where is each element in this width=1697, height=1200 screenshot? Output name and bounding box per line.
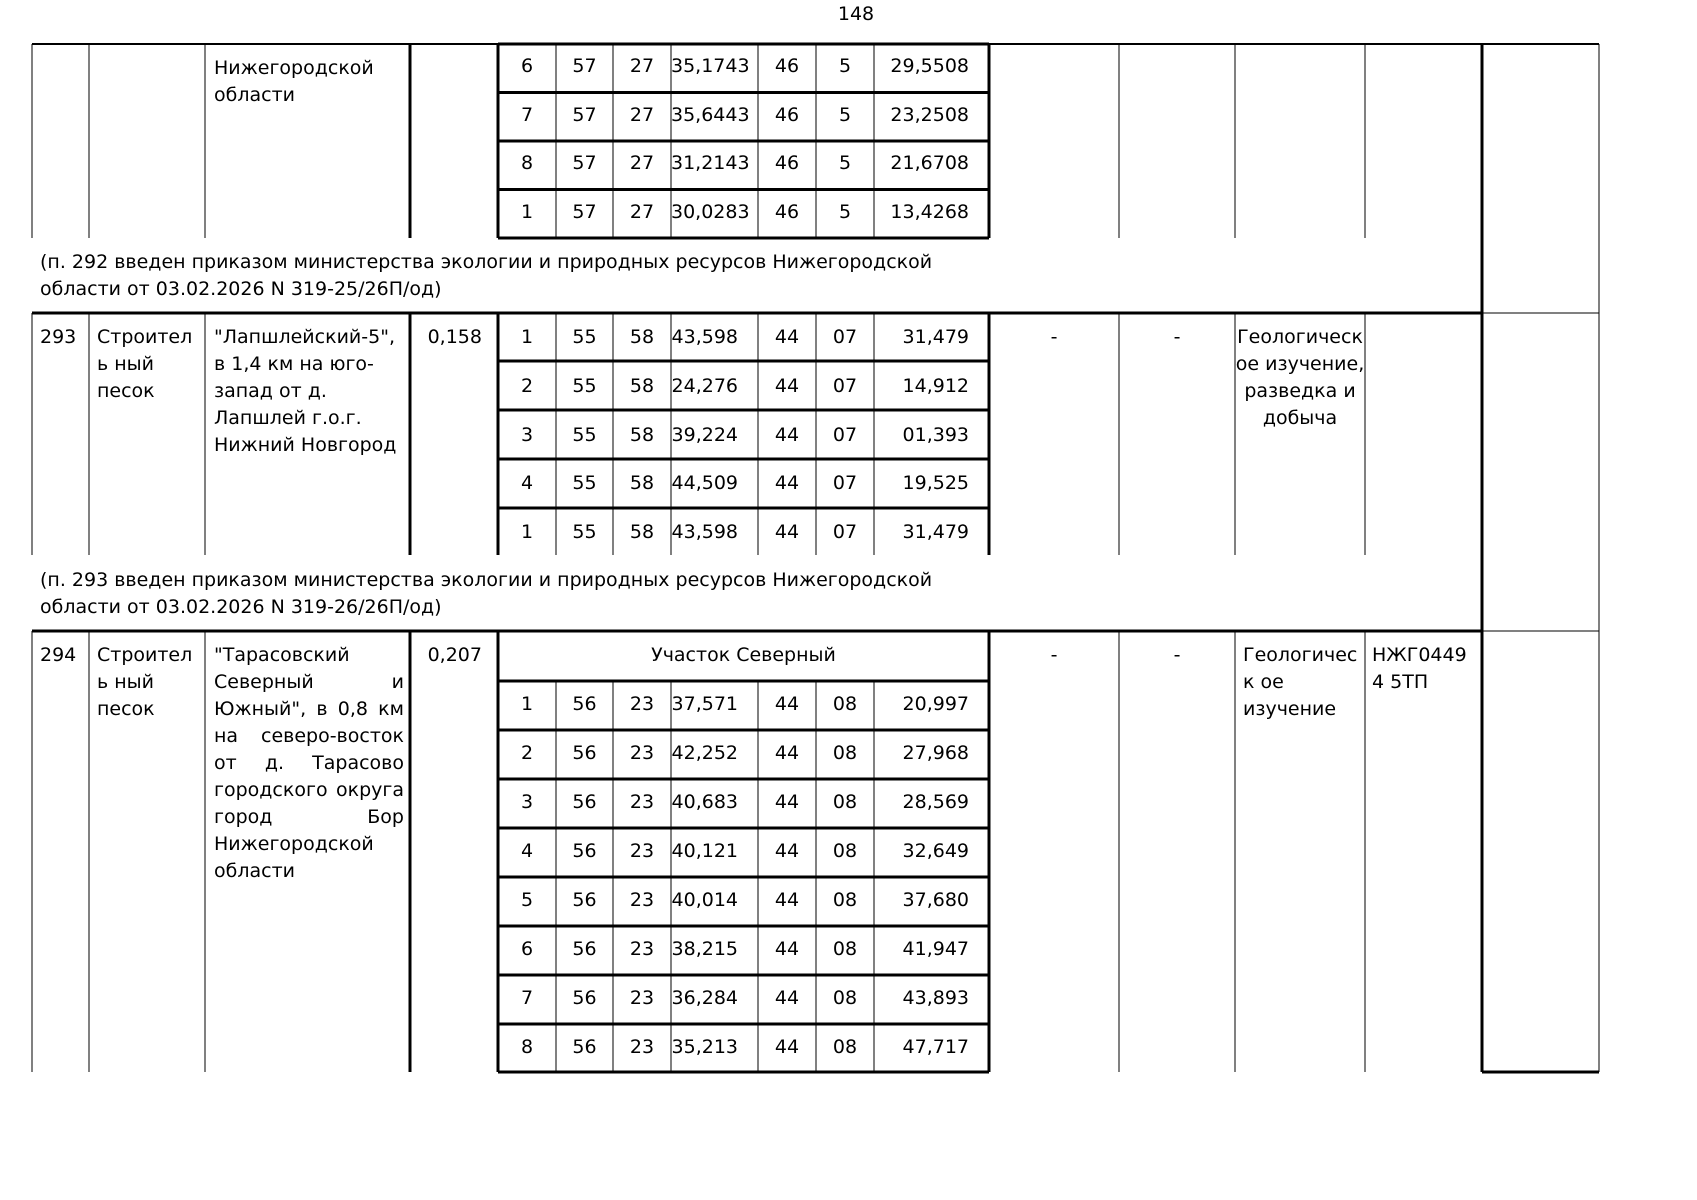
table-cell: 08	[832, 889, 858, 911]
table-cell: 07	[832, 472, 858, 495]
table-cell: 58	[629, 326, 655, 348]
table-cell: 44	[774, 742, 800, 764]
table-cell: 23	[629, 1036, 655, 1058]
table-cell: 40,121	[671, 840, 738, 862]
table-cell: 08	[832, 693, 858, 715]
table-cell: 5	[838, 152, 852, 174]
table-cell: 35,213	[671, 1036, 738, 1058]
table-cell: 8	[520, 1036, 534, 1058]
table-cell: 36,284	[671, 987, 738, 1009]
table-cell: 23	[629, 693, 655, 715]
table-cell: 07	[832, 374, 858, 397]
table-cell: 23,2508	[890, 103, 969, 126]
table-cell: 23	[629, 938, 655, 960]
table-cell: 43,598	[671, 326, 738, 348]
table-cell: 35,6443	[671, 103, 750, 126]
table-cell: 23	[629, 987, 655, 1009]
table-cell: 44	[774, 374, 800, 397]
table-cell: 6	[520, 55, 534, 77]
table-cell: 1	[520, 326, 534, 348]
table-cell: 24,276	[671, 374, 738, 397]
table-cell: 13,4268	[890, 200, 969, 223]
row-number: 294	[40, 644, 77, 666]
amendment-note: области от 03.02.2026 N 319-25/26П/од)	[40, 278, 442, 300]
table-cell: 2	[520, 742, 534, 764]
site-text: "Лапшлейский-5", в 1,4 км на юго-запад от д. Лапшлей г.о.г. Нижний Новгород	[214, 326, 397, 456]
table-cell: 4	[520, 840, 534, 862]
table-cell: 27	[629, 103, 655, 126]
table-cell: 57	[572, 103, 597, 126]
row-number: 293	[40, 326, 77, 348]
table-cell: 3	[520, 791, 534, 813]
table-cell: 44	[774, 326, 800, 348]
table-cell: 35,1743	[671, 55, 750, 77]
table-cell: 56	[572, 742, 597, 764]
area-text: 0,207	[427, 644, 482, 666]
table-cell: 1	[520, 521, 534, 544]
purpose-text: Геологическ ое изучение	[1243, 644, 1358, 720]
table-cell: 08	[832, 1036, 858, 1058]
table-cell: 5	[838, 55, 852, 77]
amendment-note: области от 03.02.2026 N 319-26/26П/од)	[40, 596, 442, 618]
table-cell: 42,252	[671, 742, 738, 764]
table-cell: 43,893	[902, 987, 969, 1009]
table-cell: 2	[520, 374, 534, 397]
location-text: Нижегородской области	[214, 57, 374, 106]
section-title: Участок Северный	[651, 644, 836, 666]
table-cell: 37,680	[902, 889, 969, 911]
table-cell: 5	[838, 103, 852, 126]
table-cell: 58	[629, 423, 655, 446]
table-cell: 23	[629, 889, 655, 911]
table-cell: 43,598	[671, 521, 738, 544]
table-cell: 44	[774, 472, 800, 495]
license-number: НЖГ04494 5ТП	[1372, 644, 1467, 693]
table-cell: 27	[629, 55, 655, 77]
table-cell: 23	[629, 742, 655, 764]
table-cell: 56	[572, 987, 597, 1009]
table-cell: 56	[572, 938, 597, 960]
table-cell: 32,649	[902, 840, 969, 862]
table-cell: 5	[520, 889, 534, 911]
mineral-text: Строитель ный песок	[97, 644, 193, 720]
table-cell: 44	[774, 987, 800, 1009]
table-cell: 40,683	[671, 791, 738, 813]
table-cell: 1	[520, 200, 534, 223]
table-cell: 56	[572, 693, 597, 715]
column-a-value: -	[1050, 644, 1058, 666]
table-cell: 56	[572, 889, 597, 911]
area-text: 0,158	[427, 326, 482, 348]
table-cell: 29,5508	[890, 55, 969, 77]
table-cell: 44	[774, 521, 800, 544]
table-cell: 08	[832, 840, 858, 862]
table-cell: 44	[774, 889, 800, 911]
table-cell: 46	[774, 103, 800, 126]
page-number: 148	[837, 3, 875, 25]
amendment-note: (п. 292 введен приказом министерства экологии и природных ресурсов Нижегородской	[40, 251, 933, 273]
table-cell: 08	[832, 791, 858, 813]
table-cell: 01,393	[902, 423, 969, 446]
table-cell: 46	[774, 152, 800, 174]
table-cell: 57	[572, 152, 597, 174]
table-cell: 23	[629, 840, 655, 862]
table-cell: 41,947	[902, 938, 969, 960]
table-cell: 1	[520, 693, 534, 715]
table-cell: 55	[572, 521, 597, 544]
table-cell: 56	[572, 791, 597, 813]
table-cell: 31,2143	[671, 152, 750, 174]
table-cell: 39,224	[671, 423, 738, 446]
table-cell: 56	[572, 840, 597, 862]
table-cell: 27,968	[902, 742, 969, 764]
table-cell: 57	[572, 200, 597, 223]
table-cell: 27	[629, 152, 655, 174]
table-cell: 14,912	[902, 374, 969, 397]
table-cell: 21,6708	[890, 152, 969, 174]
table-cell: 19,525	[902, 472, 969, 495]
table-cell: 31,479	[902, 521, 969, 544]
table-cell: 28,569	[902, 791, 969, 813]
table-cell: 7	[520, 987, 534, 1009]
table-cell: 23	[629, 791, 655, 813]
table-cell: 40,014	[671, 889, 738, 911]
table-cell: 46	[774, 55, 800, 77]
column-a-value: -	[1050, 326, 1058, 348]
amendment-note: (п. 293 введен приказом министерства экологии и природных ресурсов Нижегородской	[40, 569, 933, 591]
table-cell: 3	[520, 423, 534, 446]
table-cell: 7	[520, 103, 534, 126]
table-cell: 47,717	[902, 1036, 969, 1058]
table-cell: 07	[832, 326, 858, 348]
column-b-value: -	[1173, 326, 1181, 348]
table-cell: 55	[572, 326, 597, 348]
table-cell: 58	[629, 472, 655, 495]
table-cell: 37,571	[671, 693, 738, 715]
table-cell: 30,0283	[671, 200, 750, 223]
column-b-value: -	[1173, 644, 1181, 666]
table-cell: 56	[572, 1036, 597, 1058]
table-cell: 44	[774, 840, 800, 862]
table-cell: 58	[629, 521, 655, 544]
table-cell: 44,509	[671, 472, 738, 495]
table-cell: 46	[774, 200, 800, 223]
table-cell: 55	[572, 374, 597, 397]
table-cell: 4	[520, 472, 534, 495]
table-cell: 08	[832, 938, 858, 960]
table-cell: 8	[520, 152, 534, 174]
table-cell: 55	[572, 472, 597, 495]
table-cell: 44	[774, 791, 800, 813]
table-cell: 31,479	[902, 326, 969, 348]
table-cell: 44	[774, 693, 800, 715]
mineral-text: Строитель ный песок	[97, 326, 193, 402]
table-cell: 44	[774, 938, 800, 960]
site-text: "Тарасовский Северный и Южный", в 0,8 км на северо-восток от д. Тарасово городского округа город Бор Нижегородской области	[214, 644, 404, 882]
table-cell: 38,215	[671, 938, 738, 960]
table-cell: 08	[832, 742, 858, 764]
table-cell: 44	[774, 423, 800, 446]
table-cell: 5	[838, 200, 852, 223]
table-cell: 27	[629, 200, 655, 223]
table-cell: 08	[832, 987, 858, 1009]
table-cell: 44	[774, 1036, 800, 1058]
table-cell: 55	[572, 423, 597, 446]
table-cell: 57	[572, 55, 597, 77]
table-cell: 07	[832, 423, 858, 446]
table-cell: 6	[520, 938, 534, 960]
table-cell: 58	[629, 374, 655, 397]
purpose-text: Геологическ ое изучение, разведка и добыча	[1235, 326, 1365, 429]
table-cell: 20,997	[902, 693, 969, 715]
table-cell: 07	[832, 521, 858, 544]
